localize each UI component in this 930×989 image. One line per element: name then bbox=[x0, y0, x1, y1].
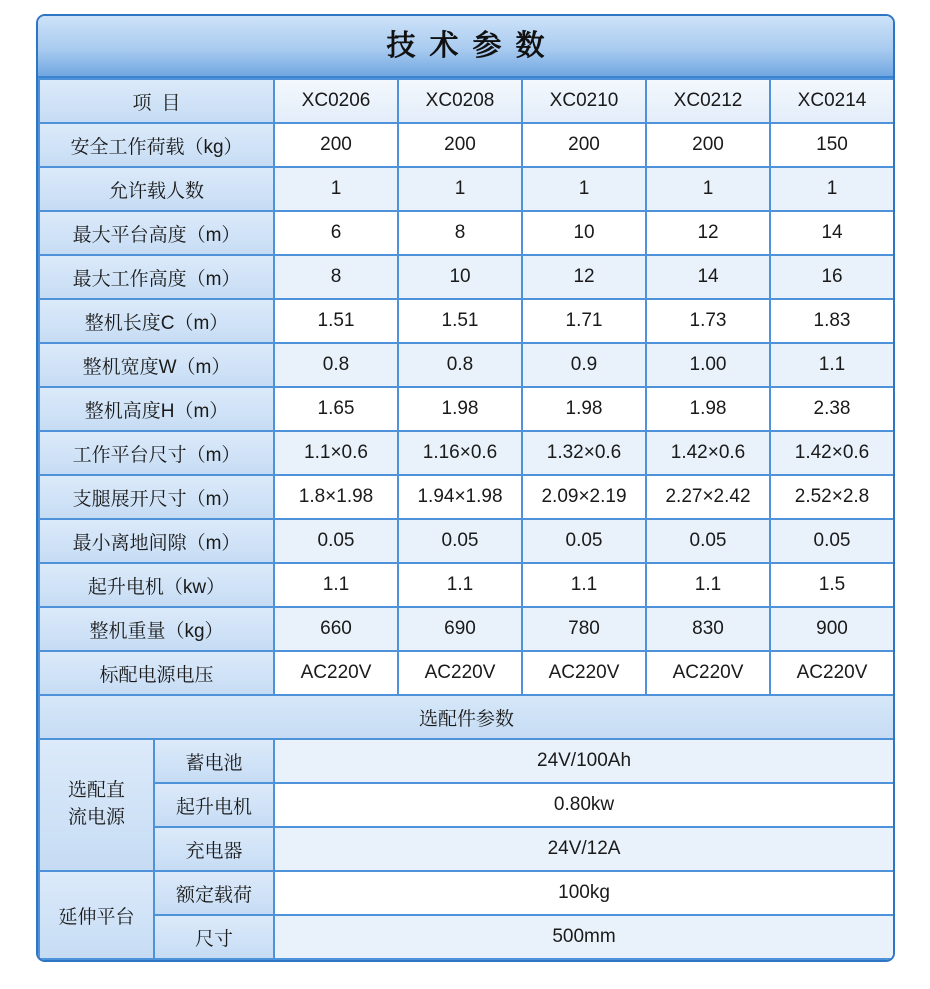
value-cell: 0.8 bbox=[274, 343, 398, 387]
table-row bbox=[39, 431, 894, 475]
row-label: 最小离地间隙（m） bbox=[39, 519, 274, 563]
value-cell: 1 bbox=[770, 167, 894, 211]
value-cell: 2.38 bbox=[770, 387, 894, 431]
value-cell: 200 bbox=[522, 123, 646, 167]
value-cell: AC220V bbox=[646, 651, 770, 695]
row-label: 整机长度C（m） bbox=[39, 299, 274, 343]
table-row bbox=[39, 387, 894, 431]
value-cell: 200 bbox=[646, 123, 770, 167]
value-cell: 690 bbox=[398, 607, 522, 651]
value-cell: 1.51 bbox=[274, 299, 398, 343]
table-row bbox=[39, 915, 894, 959]
value-cell: 2.27×2.42 bbox=[646, 475, 770, 519]
value-cell: 1.98 bbox=[522, 387, 646, 431]
value-cell: 1.83 bbox=[770, 299, 894, 343]
table-title: 技术参数 bbox=[38, 16, 893, 78]
value-cell: 0.05 bbox=[522, 519, 646, 563]
section-header: 选配件参数 bbox=[39, 695, 894, 739]
parameters-table bbox=[38, 78, 895, 960]
value-cell: 8 bbox=[274, 255, 398, 299]
value-cell: 1.98 bbox=[398, 387, 522, 431]
table-row bbox=[39, 123, 894, 167]
value-cell: 0.8 bbox=[398, 343, 522, 387]
row-label: 允许载人数 bbox=[39, 167, 274, 211]
value-cell: 1.98 bbox=[646, 387, 770, 431]
column-header-model-4: XC0212 bbox=[646, 79, 770, 123]
item-name: 额定载荷 bbox=[154, 871, 274, 915]
table-row bbox=[39, 651, 894, 695]
value-cell: AC220V bbox=[770, 651, 894, 695]
value-cell: 2.09×2.19 bbox=[522, 475, 646, 519]
group-label-text: 延伸平台 bbox=[58, 906, 135, 928]
main-parameter-rows bbox=[39, 123, 894, 695]
table-row bbox=[39, 563, 894, 607]
value-cell: 200 bbox=[398, 123, 522, 167]
column-header-model-3: XC0210 bbox=[522, 79, 646, 123]
value-cell: 0.05 bbox=[274, 519, 398, 563]
value-cell: 1.73 bbox=[646, 299, 770, 343]
value-cell: AC220V bbox=[522, 651, 646, 695]
value-cell: AC220V bbox=[274, 651, 398, 695]
value-cell: 900 bbox=[770, 607, 894, 651]
value-cell: 0.05 bbox=[398, 519, 522, 563]
table-row bbox=[39, 299, 894, 343]
value-cell: 1.5 bbox=[770, 563, 894, 607]
value-cell: 1 bbox=[398, 167, 522, 211]
item-name: 蓄电池 bbox=[154, 739, 274, 783]
value-cell: 6 bbox=[274, 211, 398, 255]
value-cell: 12 bbox=[646, 211, 770, 255]
value-cell: 780 bbox=[522, 607, 646, 651]
value-cell: 1.1×0.6 bbox=[274, 431, 398, 475]
item-name: 尺寸 bbox=[154, 915, 274, 959]
row-label: 整机高度H（m） bbox=[39, 387, 274, 431]
value-cell: 1.51 bbox=[398, 299, 522, 343]
column-header-model-1: XC0206 bbox=[274, 79, 398, 123]
value-cell: 0.05 bbox=[646, 519, 770, 563]
table-row bbox=[39, 475, 894, 519]
item-value: 0.80kw bbox=[274, 783, 894, 827]
optional-parameter-rows bbox=[39, 695, 894, 959]
column-header-model-2: XC0208 bbox=[398, 79, 522, 123]
section-header-row bbox=[39, 695, 894, 739]
value-cell: 1.94×1.98 bbox=[398, 475, 522, 519]
item-name: 起升电机 bbox=[154, 783, 274, 827]
row-label: 标配电源电压 bbox=[39, 651, 274, 695]
column-header-item: 项目 bbox=[39, 79, 274, 123]
header-row bbox=[39, 79, 894, 123]
value-cell: 1 bbox=[522, 167, 646, 211]
table-row bbox=[39, 343, 894, 387]
row-label: 最大工作高度（m） bbox=[39, 255, 274, 299]
value-cell: 1.1 bbox=[522, 563, 646, 607]
row-label: 整机宽度W（m） bbox=[39, 343, 274, 387]
value-cell: 0.9 bbox=[522, 343, 646, 387]
value-cell: 830 bbox=[646, 607, 770, 651]
value-cell: 1 bbox=[274, 167, 398, 211]
value-cell: 200 bbox=[274, 123, 398, 167]
spec-table bbox=[36, 14, 895, 962]
value-cell: 10 bbox=[398, 255, 522, 299]
value-cell: 1 bbox=[646, 167, 770, 211]
item-value: 24V/12A bbox=[274, 827, 894, 871]
row-label: 起升电机（kw） bbox=[39, 563, 274, 607]
item-value: 500mm bbox=[274, 915, 894, 959]
value-cell: 1.16×0.6 bbox=[398, 431, 522, 475]
value-cell: 1.1 bbox=[770, 343, 894, 387]
group-label-text: 选配直流电源 bbox=[67, 780, 125, 828]
value-cell: 150 bbox=[770, 123, 894, 167]
row-label: 工作平台尺寸（m） bbox=[39, 431, 274, 475]
table-row bbox=[39, 739, 894, 783]
table-row bbox=[39, 255, 894, 299]
item-value: 100kg bbox=[274, 871, 894, 915]
value-cell: 660 bbox=[274, 607, 398, 651]
value-cell: 0.05 bbox=[770, 519, 894, 563]
value-cell: 2.52×2.8 bbox=[770, 475, 894, 519]
table-row bbox=[39, 783, 894, 827]
value-cell: 1.1 bbox=[274, 563, 398, 607]
column-header-model-5: XC0214 bbox=[770, 79, 894, 123]
row-label: 支腿展开尺寸（m） bbox=[39, 475, 274, 519]
row-label: 最大平台高度（m） bbox=[39, 211, 274, 255]
group-label bbox=[39, 871, 154, 959]
value-cell: 1.71 bbox=[522, 299, 646, 343]
row-label: 安全工作荷载（kg） bbox=[39, 123, 274, 167]
item-name: 充电器 bbox=[154, 827, 274, 871]
value-cell: 16 bbox=[770, 255, 894, 299]
value-cell: 1.1 bbox=[646, 563, 770, 607]
value-cell: 1.32×0.6 bbox=[522, 431, 646, 475]
item-value: 24V/100Ah bbox=[274, 739, 894, 783]
table-row bbox=[39, 167, 894, 211]
value-cell: 10 bbox=[522, 211, 646, 255]
value-cell: 1.8×1.98 bbox=[274, 475, 398, 519]
group-label bbox=[39, 739, 154, 871]
table-row bbox=[39, 827, 894, 871]
value-cell: 1.1 bbox=[398, 563, 522, 607]
row-label: 整机重量（kg） bbox=[39, 607, 274, 651]
value-cell: 1.65 bbox=[274, 387, 398, 431]
table-row bbox=[39, 607, 894, 651]
value-cell: 12 bbox=[522, 255, 646, 299]
value-cell: 14 bbox=[646, 255, 770, 299]
value-cell: 1.42×0.6 bbox=[646, 431, 770, 475]
value-cell: 8 bbox=[398, 211, 522, 255]
value-cell: 1.00 bbox=[646, 343, 770, 387]
table-row bbox=[39, 871, 894, 915]
value-cell: 1.42×0.6 bbox=[770, 431, 894, 475]
value-cell: AC220V bbox=[398, 651, 522, 695]
table-row bbox=[39, 519, 894, 563]
table-row bbox=[39, 211, 894, 255]
value-cell: 14 bbox=[770, 211, 894, 255]
